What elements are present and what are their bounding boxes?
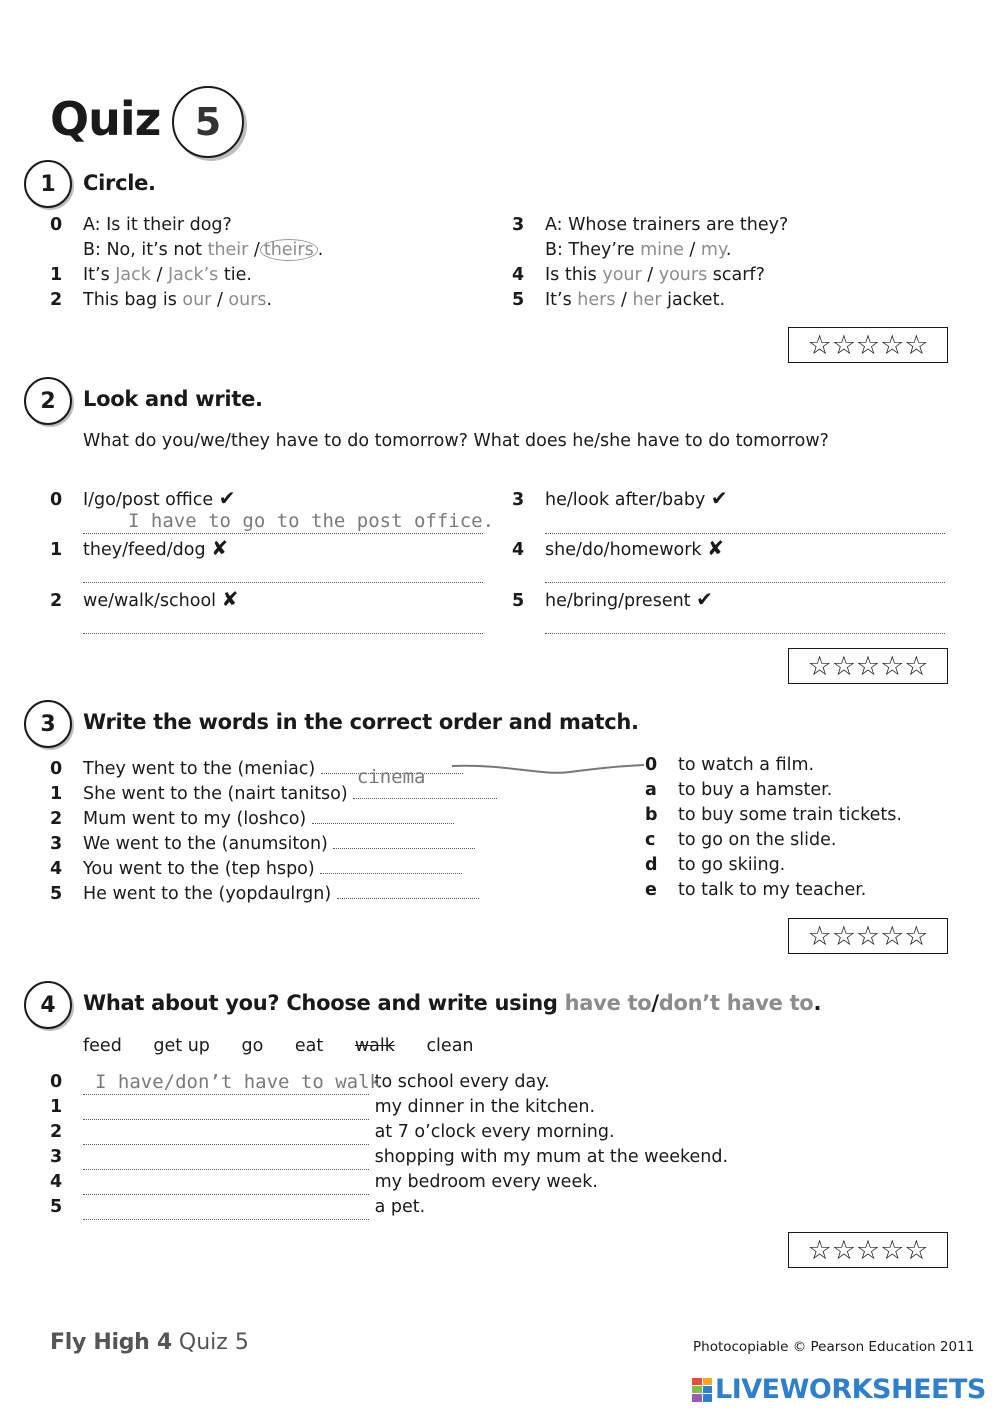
s4-item-4: 4 my bedroom every week. xyxy=(50,1170,728,1195)
section-3-number: 3 xyxy=(24,700,72,748)
s2-item-2: 2 we/walk/school ✘ xyxy=(50,587,239,611)
quiz-number-badge: 5 xyxy=(172,86,244,158)
s3-answer-line-2[interactable] xyxy=(312,823,454,824)
s1-item-1: 1 It’s Jack / Jack’s tie. xyxy=(50,265,252,285)
s3-right-item-c[interactable]: c to go on the slide. xyxy=(645,830,837,850)
section-4-number: 4 xyxy=(24,981,72,1029)
s2-answer-line-1[interactable] xyxy=(83,582,483,583)
s2-answer-line-4[interactable] xyxy=(545,582,945,583)
s3-left-item-0: 0 They went to the (meniac) cinema xyxy=(50,757,497,782)
s1-col-left xyxy=(50,213,323,313)
s4-answer-line-2[interactable] xyxy=(83,1126,369,1145)
s1-item-0-option-1[interactable]: their xyxy=(207,240,249,260)
word-eat: eat xyxy=(294,1036,324,1056)
s3-left-item-5: 5 He went to the (yopdaulrgn) xyxy=(50,882,497,907)
section-4-title: What about you? Choose and write using have to/don’t have to. xyxy=(83,991,822,1015)
s2-example-answer: I have to go to the post office. xyxy=(128,510,495,532)
section-2-number: 2 xyxy=(24,377,72,425)
s1-item-2: 2 This bag is our / ours. xyxy=(50,290,273,310)
s1-item-2-option-2[interactable]: ours xyxy=(228,290,267,310)
s3-left-item-1: 1 She went to the (nairt tanitso) xyxy=(50,782,497,807)
s1-item-0-line-b: B: No, it’s not their / theirs . xyxy=(83,240,324,260)
section-4-star-rating: ☆☆☆☆☆ xyxy=(788,1232,948,1268)
s2-item-1: 1 they/feed/dog ✘ xyxy=(50,536,228,560)
s3-left-item-4: 4 You went to the (tep hspo) xyxy=(50,857,497,882)
tick-icon: ✔ xyxy=(696,587,713,611)
s3-left-item-3: 3 We went to the (anumsiton) xyxy=(50,832,497,857)
s1-item-5: 5 It’s hers / her jacket. xyxy=(512,290,726,310)
s4-list xyxy=(50,1070,728,1220)
s3-answer-line-5[interactable] xyxy=(337,898,479,899)
s1-item-5-option-2[interactable]: her xyxy=(632,290,662,310)
s4-item-0: 0 I have/don’t have to walk to school every day. xyxy=(50,1071,550,1093)
section-2-instruction: What do you/we/they have to do tomorrow? What does he/she have to do tomorrow? xyxy=(83,431,829,451)
s3-answer-line-4[interactable] xyxy=(320,873,462,874)
s3-left-list xyxy=(50,757,497,907)
liveworksheets-brand: LIVEWORKSHEETS xyxy=(715,1374,986,1405)
s1-item-5-option-1[interactable]: hers xyxy=(577,290,616,310)
s1-item-1-option-1[interactable]: Jack xyxy=(115,265,151,285)
s2-item-3: 3 he/look after/baby ✔ xyxy=(512,486,728,510)
footer-copyright: Photocopiable © Pearson Education 2011 xyxy=(693,1339,975,1355)
s4-item-5: 5 a pet. xyxy=(50,1195,728,1220)
cross-icon: ✘ xyxy=(211,536,228,560)
s3-answer-line-0[interactable] xyxy=(321,766,463,788)
s1-item-4-option-2[interactable]: yours xyxy=(658,265,708,285)
tick-icon: ✔ xyxy=(218,486,236,510)
word-feed: feed xyxy=(83,1036,122,1056)
s3-right-list xyxy=(645,753,902,903)
s4-item-2: 2 at 7 o’clock every morning. xyxy=(50,1120,728,1145)
s3-right-item-e[interactable]: e to talk to my teacher. xyxy=(645,880,867,900)
section-3-star-rating: ☆☆☆☆☆ xyxy=(788,918,948,954)
s1-col-right xyxy=(512,213,788,313)
s4-answer-line-3[interactable] xyxy=(83,1151,369,1170)
section-3-title: Write the words in the correct order and match. xyxy=(83,710,639,734)
s4-answer-line-4[interactable] xyxy=(83,1176,369,1195)
s4-example-answer: I have/don’t have to walk xyxy=(95,1071,381,1093)
word-go: go xyxy=(241,1036,264,1056)
s1-item-0-line-a: 0 A: Is it their dog? xyxy=(50,215,232,235)
section-1-number: 1 xyxy=(24,160,72,208)
word-clean: clean xyxy=(426,1036,474,1056)
s1-item-3-option-1[interactable]: mine xyxy=(640,240,684,260)
s2-item-0: 0 I/go/post office ✔ xyxy=(50,486,236,510)
s2-item-4: 4 she/do/homework ✘ xyxy=(512,536,724,560)
section-1-title: Circle. xyxy=(83,171,156,195)
s2-answer-line-0[interactable] xyxy=(83,533,483,534)
word-get-up: get up xyxy=(153,1036,210,1056)
quiz-title: Quiz xyxy=(50,92,161,146)
s3-right-item-a[interactable]: a to buy a hamster. xyxy=(645,780,833,800)
liveworksheets-logo[interactable] xyxy=(692,1374,986,1405)
s4-item-3: 3 shopping with my mum at the weekend. xyxy=(50,1145,728,1170)
s1-item-4: 4 Is this your / yours scarf? xyxy=(512,265,765,285)
s4-item-1: 1 my dinner in the kitchen. xyxy=(50,1095,728,1120)
s4-word-bank xyxy=(83,1034,500,1059)
s3-answer-line-3[interactable] xyxy=(333,848,475,849)
s2-answer-line-3[interactable] xyxy=(545,533,945,534)
s3-right-item-b[interactable]: b to buy some train tickets. xyxy=(645,805,902,825)
tick-icon: ✔ xyxy=(710,486,728,510)
section-2-title: Look and write. xyxy=(83,387,263,411)
cross-icon: ✘ xyxy=(221,587,239,611)
s1-item-3-line-b: B: They’re mine / my. xyxy=(545,240,732,260)
s1-item-2-option-1[interactable]: our xyxy=(182,290,212,310)
s4-answer-line-5[interactable] xyxy=(83,1201,369,1220)
section-1-star-rating: ☆☆☆☆☆ xyxy=(788,327,948,363)
s1-item-0-option-2-circled[interactable]: theirs xyxy=(260,239,318,261)
word-walk-crossed: walk xyxy=(354,1036,395,1056)
s1-item-4-option-1[interactable]: your xyxy=(602,265,642,285)
footer-series: Fly High 4 Quiz 5 xyxy=(50,1330,249,1355)
s3-right-item-0[interactable]: 0 to watch a film. xyxy=(645,755,815,775)
s3-right-item-d[interactable]: d to go skiing. xyxy=(645,855,786,875)
s1-item-3-option-2[interactable]: my xyxy=(700,240,726,260)
liveworksheets-logo-icon xyxy=(692,1378,712,1402)
s3-example-answer: cinema xyxy=(356,766,426,788)
s2-answer-line-2[interactable] xyxy=(83,633,483,634)
s4-answer-line-1[interactable] xyxy=(83,1101,369,1120)
s3-match-line xyxy=(450,756,646,780)
s1-item-1-option-2[interactable]: Jack’s xyxy=(167,265,219,285)
s3-left-item-2: 2 Mum went to my (loshco) xyxy=(50,807,497,832)
cross-icon: ✘ xyxy=(707,536,724,560)
section-2-star-rating: ☆☆☆☆☆ xyxy=(788,648,948,684)
s2-answer-line-5[interactable] xyxy=(545,633,945,634)
s3-answer-line-1[interactable] xyxy=(353,798,497,799)
s2-item-5: 5 he/bring/present ✔ xyxy=(512,587,713,611)
s1-item-3-line-a: 3 A: Whose trainers are they? xyxy=(512,215,789,235)
